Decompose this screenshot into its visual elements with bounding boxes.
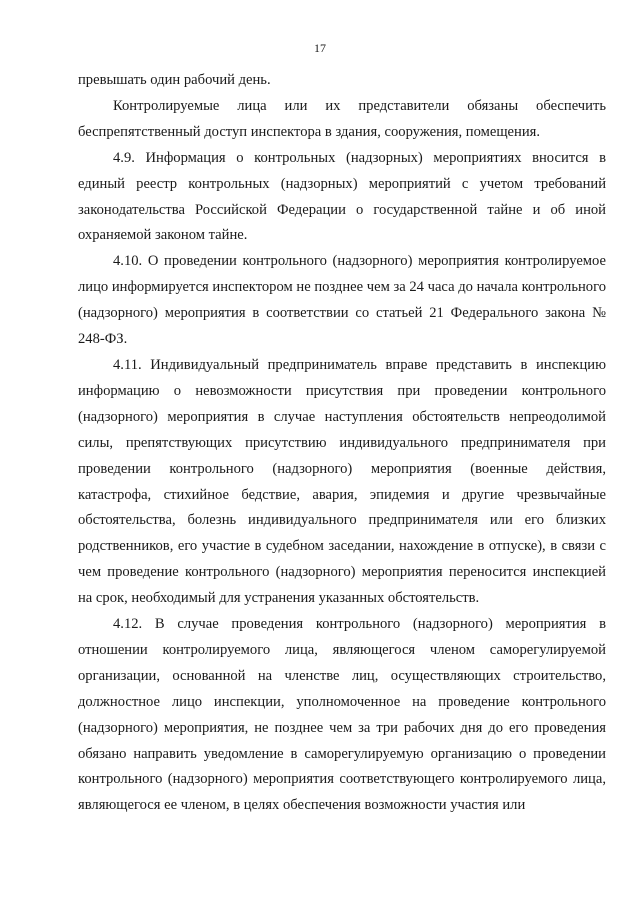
paragraph-continuation: превышать один рабочий день. bbox=[78, 72, 271, 88]
document-body bbox=[78, 68, 606, 819]
page-number: 17 bbox=[314, 41, 326, 55]
paragraph-4-10: 4.10. О проведении контрольного (надзорного) мероприятия контролируемое лицо информируется инспектором не позднее чем за 24 часа до начала контрольного (надзорного) мероприятия в соответствии со статьей 21 Федерального закона № 248-ФЗ. bbox=[78, 253, 607, 348]
paragraph-4-11: 4.11. Индивидуальный предприниматель вправе представить в инспекцию информацию о невозможности присутствия при проведении контрольного (надзорного) мероприятия в случае наступления обстоятельств непреодолимой силы, препятствующих присутствию индивидуального предпринимателя при проведении контрольного (надзорного) мероприятия (военные действия, катастрофа, стихийное бедствие, авария, эпидемия и другие чрезвычайные обстоятельства, болезнь индивидуального предпринимателя или его близких родственников, его участие в судебном заседании, нахождение в отпуске), в связи с чем проведение контрольного (надзорного) мероприятия переносится инспекцией на срок, необходимый для устранения указанных обстоятельств. bbox=[78, 356, 606, 607]
paragraph-4-12: 4.12. В случае проведения контрольного (надзорного) мероприятия в отношении контролируемого лица, являющегося членом саморегулируемой организации, основанной на членстве лиц, осуществляющих строительство, должностное лицо инспекции, уполномоченное на проведение контрольного (надзорного) мероприятия, не позднее чем за три рабочих дня до его проведения обязано направить уведомление в саморегулируемую организацию о проведении контрольного (надзорного) мероприятия соответствующего контролируемого лица, являющегося ее членом, в целях обеспечения возможности участия или bbox=[78, 616, 606, 814]
paragraph-access-obligation: Контролируемые лица или их представители обязаны обеспечить беспрепятственный доступ инспектора в здания, сооружения, помещения. bbox=[78, 97, 606, 140]
paragraph-4-9: 4.9. Информация о контрольных (надзорных) мероприятиях вносится в единый реестр контрольных (надзорных) мероприятий с учетом требований законодательства Российской Федерации о государственной тайне и об иной охраняемой законом тайне. bbox=[78, 149, 606, 244]
